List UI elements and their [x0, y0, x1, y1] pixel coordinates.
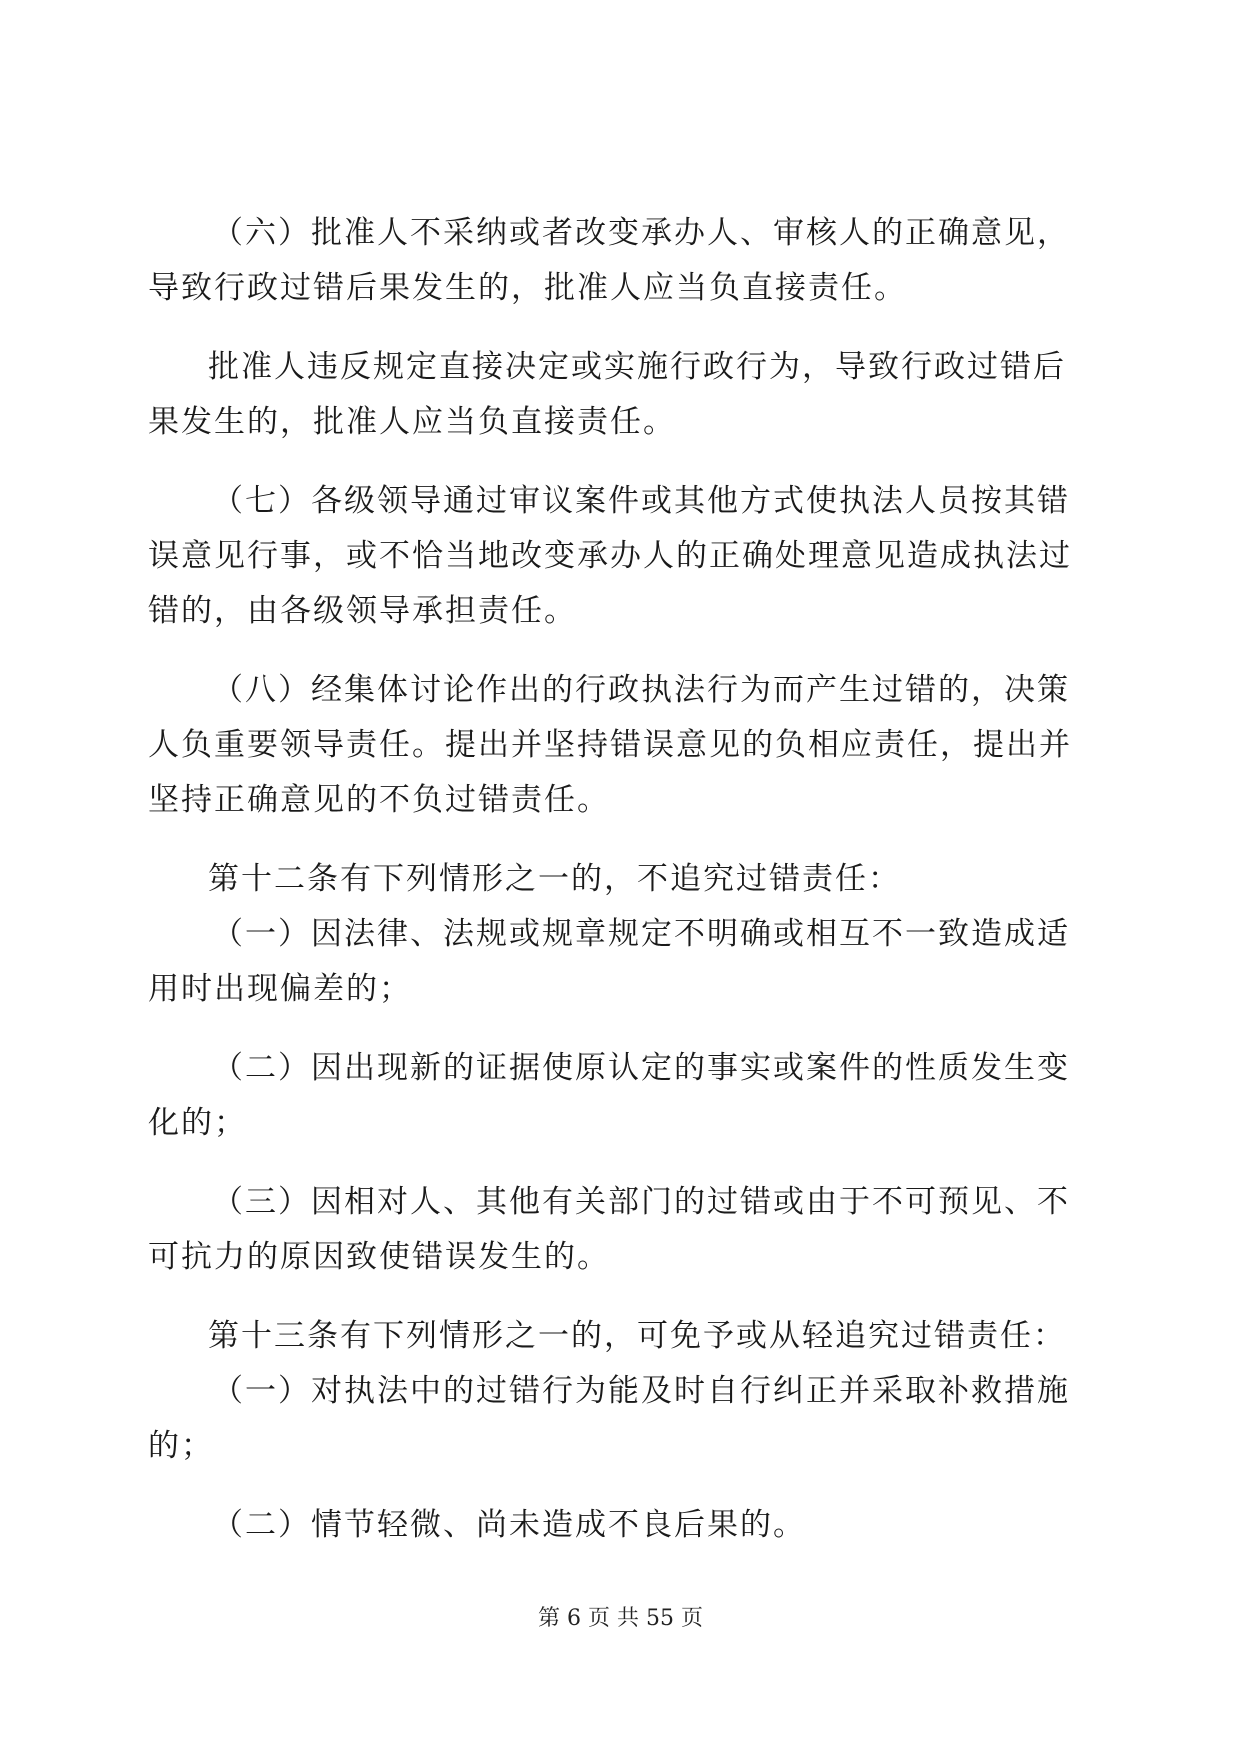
text-line: （一）因法律、法规或规章规定不明确或相互不一致造成适	[212, 916, 1070, 952]
text-line: （二）因出现新的证据使原认定的事实或案件的性质发生变	[212, 1050, 1070, 1086]
text-line: 误意见行事，或不恰当地改变承办人的正确处理意见造成执法过	[148, 538, 1072, 574]
text-line: （二）情节轻微、尚未造成不良后果的。	[212, 1507, 806, 1543]
text-line: 第十三条有下列情形之一的，可免予或从轻追究过错责任：	[208, 1318, 1066, 1354]
text-line: 导致行政过错后果发生的，批准人应当负直接责任。	[148, 270, 907, 306]
text-line: 坚持正确意见的不负过错责任。	[148, 782, 610, 818]
text-line: 用时出现偏差的；	[148, 971, 412, 1007]
text-line: （八）经集体讨论作出的行政执法行为而产生过错的，决策	[212, 672, 1070, 708]
text-line: （七）各级领导通过审议案件或其他方式使执法人员按其错	[212, 483, 1070, 519]
text-line: 错的，由各级领导承担责任。	[148, 593, 577, 629]
text-line: 批准人违反规定直接决定或实施行政行为，导致行政过错后	[208, 349, 1066, 385]
text-line: 果发生的，批准人应当负直接责任。	[148, 404, 676, 440]
text-line: （六）批准人不采纳或者改变承办人、审核人的正确意见，	[212, 215, 1070, 251]
text-line: 的；	[148, 1428, 214, 1464]
page-number: 第 6 页 共 55 页	[538, 1606, 703, 1631]
text-line: （一）对执法中的过错行为能及时自行纠正并采取补救措施	[212, 1373, 1070, 1409]
text-line: 人负重要领导责任。提出并坚持错误意见的负相应责任，提出并	[148, 727, 1072, 763]
text-line: 可抗力的原因致使错误发生的。	[148, 1239, 610, 1275]
text-line: 第十二条有下列情形之一的，不追究过错责任：	[208, 861, 901, 897]
text-line: （三）因相对人、其他有关部门的过错或由于不可预见、不	[212, 1184, 1070, 1220]
text-line: 化的；	[148, 1105, 247, 1141]
